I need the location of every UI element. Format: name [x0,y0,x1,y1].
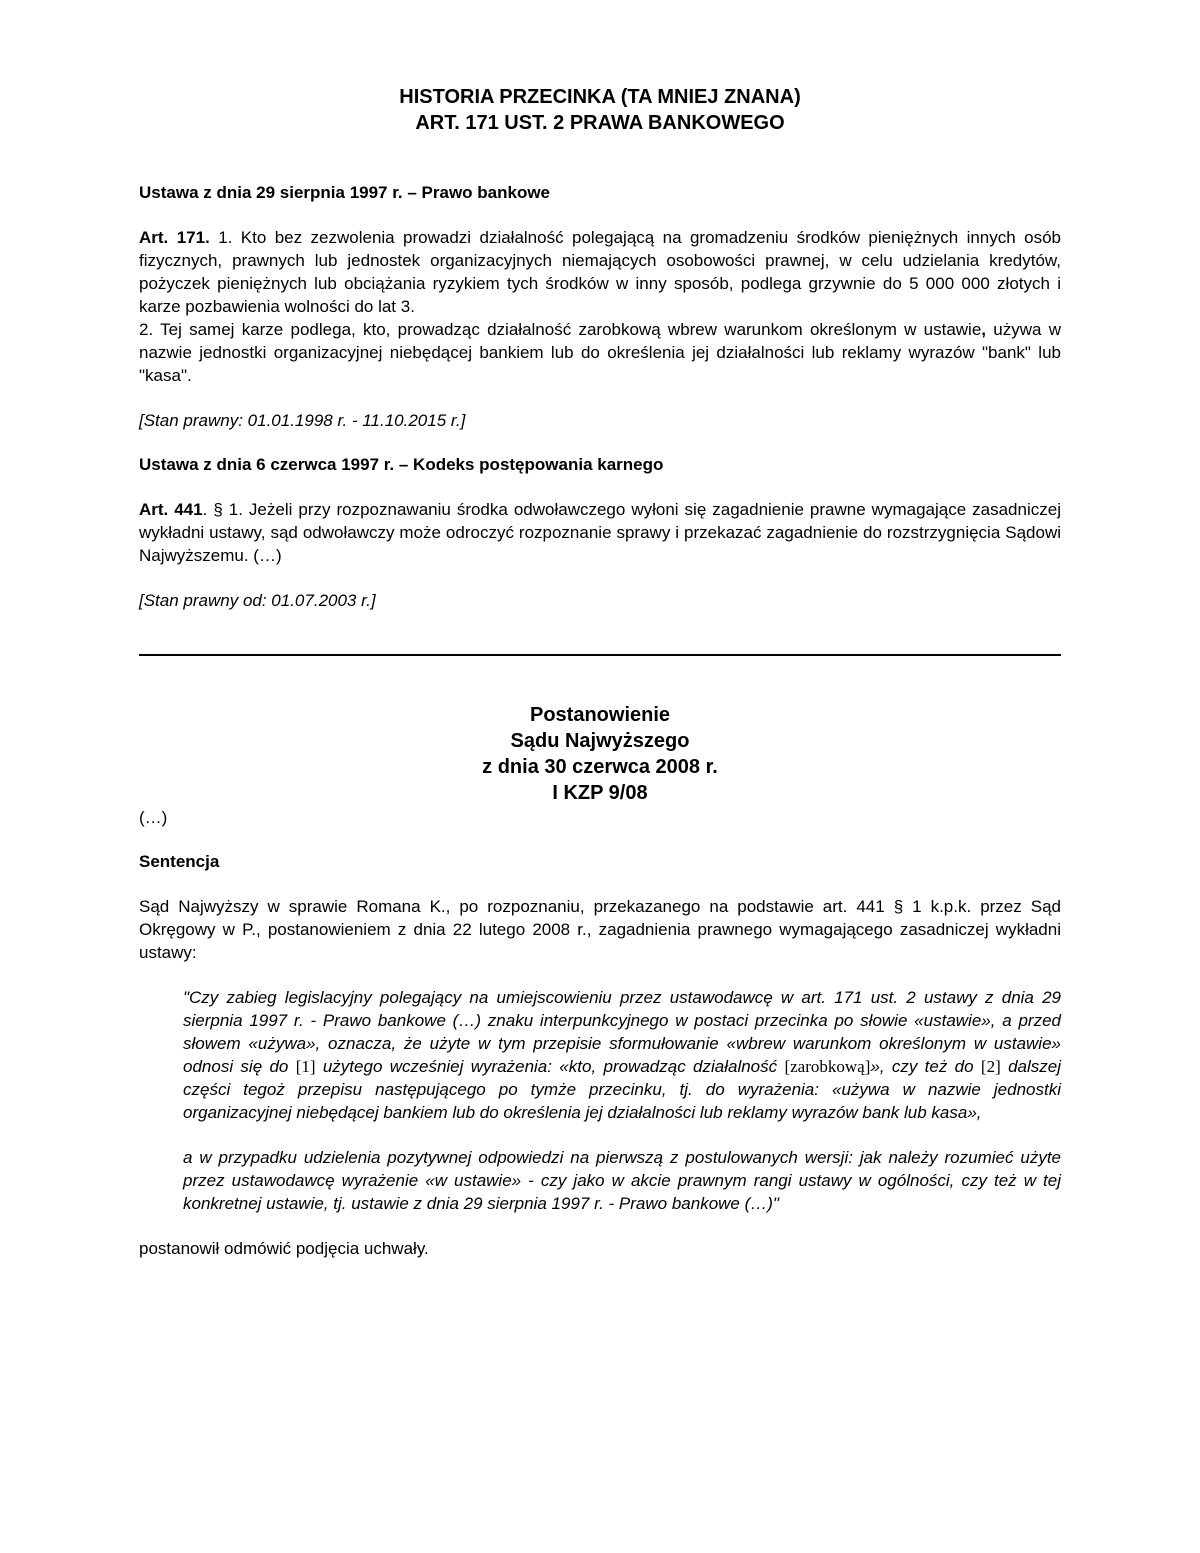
ruling-line-3: z dnia 30 czerwca 2008 r. [482,756,718,778]
title-line-1: HISTORIA PRZECINKA (TA MNIEJ ZNANA) [399,86,801,108]
quote1-a: "Czy zabieg legislacyjny polegający na umiejscowieniu przez ustawodawcę w art. 171 ust. 2 ustawy z dnia 29 sierpnia 1997 r. - Prawo bankowe (…) znaku interpunkcyjnego w postaci przecinka po słowie «ustawie», a przed słowem «używa», oznacza, że użyte w tym przepisie sformułowanie «wbrew warunkom określonym w ustawie» odnosi się do [183,988,1061,1076]
ruling-quote-2: a w przypadku udzielenia pozytywnej odpowiedzi na pierwszą z postulowanych wersji: jak należy rozumieć użyte przez ustawodawcę wyrażenie «w ustawie» - czy jako w akcie prawnym rangi ustawy w ogólności, czy też w tej konkretnej ustawie, tj. ustawie z dnia 29 sierpnia 1997 r. - Prawo bankowe (…)" [183,1148,1061,1213]
quote1-d: dalszej części tegoż przepisu następującego po tymże przecinku, tj. do wyrażenia: «używa w nazwie jednostki organizacyjnej niebędącej bankiem lub do określenia jej działalności lub reklamy wyrazów bank lub kasa», [183,1057,1061,1122]
art-171-para2-a: 2. Tej samej karze podlega, kto, prowadząc działalność zarobkową wbrew warunkom określonym w ustawie [139,320,982,339]
quote1-c: », czy też do [870,1057,981,1076]
ruling-line-2: Sądu Najwyższego [510,730,690,752]
art-441-paragraph [139,498,1061,567]
quote1-ref-1: [1] [295,1057,316,1076]
sentencja-heading: Sentencja [139,852,220,871]
ruling-intro: Sąd Najwyższy w sprawie Romana K., po rozpoznaniu, przekazanego na podstawie art. 441 § 1 k.p.k. przez Sąd Okręgowy w P., postanowieniem z dnia 22 lutego 2008 r., zagadnienia prawnego wymagającego zasadniczej wykładni ustawy: [139,897,1061,962]
art-171-paragraph-2 [139,318,1061,387]
ruling-quote-1 [183,986,1061,1124]
ruling-title [139,702,1061,806]
art-171-para1-text: 1. Kto bez zezwolenia prowadzi działalność polegającą na gromadzeniu środków pieniężnych innych osób fizycznych, prawnych lub jednostek organizacyjnych niemających osobowości prawnej, w celu udzielania kredytów, pożyczek pieniężnych lub obciążania ryzykiem tych środków w inny sposób, podlega grzywnie do 5 000 000 złotych i karze pozbawienia wolności do lat 3. [139,228,1061,316]
ruling-line-1: Postanowienie [529,704,671,726]
ruling-ellipsis: (…) [139,808,168,827]
banking-law-heading: Ustawa z dnia 29 sierpnia 1997 r. – Prawo bankowe [139,183,551,202]
title-line-2: ART. 171 UST. 2 PRAWA BANKOWEGO [415,112,785,134]
art-171-para2-b: używa w nazwie jednostki organizacyjnej niebędącej bankiem lub do określenia jej działalności lub reklamy wyrazów "bank" lub "kasa". [139,320,1061,385]
banking-law-status: [Stan prawny: 01.01.1998 r. - 11.10.2015 r.] [139,411,466,430]
quote1-b: użytego wcześniej wyrażenia: «kto, prowadząc działalność [315,1057,785,1076]
art-171-paragraph-1 [139,226,1061,318]
ruling-line-4: I KZP 9/08 [552,782,648,804]
ruling-conclusion: postanowił odmówić podjęcia uchwały. [139,1239,429,1258]
art-171-label: Art. 171. [139,228,210,247]
quote1-bracket: [zarobkową] [784,1057,871,1076]
quote1-ref-2: [2] [980,1057,1001,1076]
document-title [139,84,1061,136]
art-441-label: Art. 441 [139,500,203,519]
document-page [139,84,1061,1260]
art-441-text: . § 1. Jeżeli przy rozpoznawaniu środka odwoławczego wyłoni się zagadnienie prawne wymagające zasadniczej wykładni ustawy, sąd odwoławczy może odroczyć rozpoznanie sprawy i przekazać zagadnienie do rozstrzygnięcia Sądowi Najwyższemu. (…) [139,500,1061,565]
highlighted-comma: , [981,320,987,339]
kpk-heading: Ustawa z dnia 6 czerwca 1997 r. – Kodeks postępowania karnego [139,455,664,474]
kpk-status: [Stan prawny od: 01.07.2003 r.] [139,591,376,610]
